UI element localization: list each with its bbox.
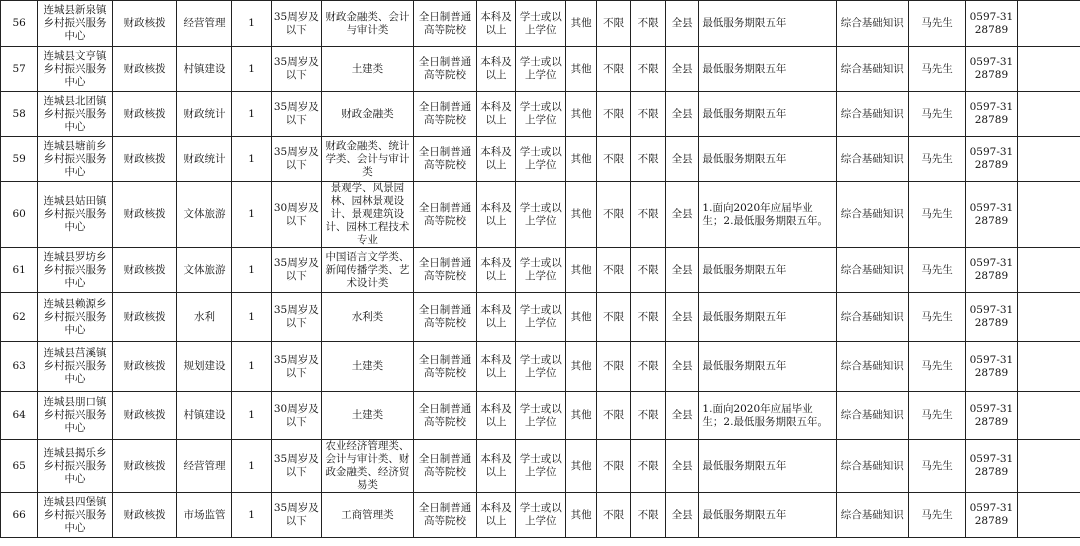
contact-phone-cell: 0597-3128789 [965,392,1017,440]
gender-cell: 不限 [596,493,631,538]
contact-phone-cell: 0597-3128789 [965,92,1017,137]
other-cell: 其他 [566,248,597,293]
education-form-cell: 全日制普通高等院校 [414,293,477,342]
gender-cell: 不限 [596,1,631,47]
table-row [1,1,1080,47]
contact-person-cell: 马先生 [909,342,966,392]
contact-person-cell: 马先生 [909,392,966,440]
education-level-cell: 本科及以上 [476,1,515,47]
ethnicity-cell: 不限 [631,182,666,248]
education-form-cell: 全日制普通高等院校 [414,137,477,182]
exam-subject-cell: 综合基础知识 [836,47,909,92]
major-cell: 财政金融类、统计学类、会计与审计类 [321,137,413,182]
funding-type-cell: 财政核拨 [112,182,177,248]
exam-subject-cell: 综合基础知识 [836,342,909,392]
ethnicity-cell: 不限 [631,293,666,342]
gender-cell: 不限 [596,182,631,248]
other-cell: 其他 [566,493,597,538]
position-cell: 文体旅游 [177,182,232,248]
hometown-scope-cell: 全县 [665,440,699,493]
requirement-cell: 最低服务期限五年 [699,440,836,493]
table-row [1,293,1080,342]
education-form-cell: 全日制普通高等院校 [414,440,477,493]
row-number: 57 [1,47,38,92]
degree-cell: 学士或以上学位 [516,293,566,342]
age-limit-cell: 35周岁及以下 [271,92,321,137]
ethnicity-cell: 不限 [631,392,666,440]
contact-person-cell: 马先生 [909,47,966,92]
ethnicity-cell: 不限 [631,137,666,182]
gender-cell: 不限 [596,92,631,137]
hometown-scope-cell: 全县 [665,47,699,92]
education-form-cell: 全日制普通高等院校 [414,47,477,92]
degree-cell: 学士或以上学位 [516,182,566,248]
requirement-cell: 最低服务期限五年 [699,1,836,47]
gender-cell: 不限 [596,440,631,493]
education-form-cell: 全日制普通高等院校 [414,182,477,248]
employer-cell: 连城县北团镇乡村振兴服务中心 [38,92,112,137]
contact-phone-cell: 0597-3128789 [965,493,1017,538]
contact-phone-cell: 0597-3128789 [965,342,1017,392]
hometown-scope-cell: 全县 [665,342,699,392]
ethnicity-cell: 不限 [631,342,666,392]
exam-subject-cell: 综合基础知识 [836,440,909,493]
table-body [1,1,1080,538]
education-level-cell: 本科及以上 [476,137,515,182]
exam-subject-cell: 综合基础知识 [836,1,909,47]
age-limit-cell: 35周岁及以下 [271,440,321,493]
row-number: 63 [1,342,38,392]
headcount-cell: 1 [232,342,271,392]
blank-cell [1017,47,1080,92]
row-number: 62 [1,293,38,342]
position-cell: 财政统计 [177,92,232,137]
row-number: 58 [1,92,38,137]
hometown-scope-cell: 全县 [665,293,699,342]
table-row [1,248,1080,293]
row-number: 61 [1,248,38,293]
table-row [1,92,1080,137]
headcount-cell: 1 [232,47,271,92]
requirement-cell: 最低服务期限五年 [699,47,836,92]
position-cell: 经营管理 [177,1,232,47]
contact-phone-cell: 0597-3128789 [965,248,1017,293]
requirement-cell: 1.面向2020年应届毕业生；2.最低服务期限五年。 [699,182,836,248]
position-cell: 规划建设 [177,342,232,392]
ethnicity-cell: 不限 [631,92,666,137]
education-level-cell: 本科及以上 [476,47,515,92]
row-number: 66 [1,493,38,538]
funding-type-cell: 财政核拨 [112,137,177,182]
blank-cell [1017,392,1080,440]
blank-cell [1017,293,1080,342]
funding-type-cell: 财政核拨 [112,248,177,293]
funding-type-cell: 财政核拨 [112,1,177,47]
requirement-cell: 最低服务期限五年 [699,92,836,137]
funding-type-cell: 财政核拨 [112,342,177,392]
other-cell: 其他 [566,47,597,92]
headcount-cell: 1 [232,137,271,182]
major-cell: 景观学、风景园林、园林景观设计、景观建筑设计、园林工程技术专业 [321,182,413,248]
age-limit-cell: 35周岁及以下 [271,493,321,538]
requirement-cell: 最低服务期限五年 [699,137,836,182]
education-form-cell: 全日制普通高等院校 [414,248,477,293]
requirement-cell: 最低服务期限五年 [699,493,836,538]
age-limit-cell: 35周岁及以下 [271,248,321,293]
employer-cell: 连城县塘前乡乡村振兴服务中心 [38,137,112,182]
contact-person-cell: 马先生 [909,440,966,493]
ethnicity-cell: 不限 [631,493,666,538]
employer-cell: 连城县揭乐乡乡村振兴服务中心 [38,440,112,493]
blank-cell [1017,493,1080,538]
degree-cell: 学士或以上学位 [516,47,566,92]
funding-type-cell: 财政核拨 [112,47,177,92]
contact-person-cell: 马先生 [909,137,966,182]
age-limit-cell: 35周岁及以下 [271,1,321,47]
education-form-cell: 全日制普通高等院校 [414,392,477,440]
other-cell: 其他 [566,342,597,392]
table-row [1,392,1080,440]
requirement-cell: 最低服务期限五年 [699,248,836,293]
education-level-cell: 本科及以上 [476,440,515,493]
table-row [1,137,1080,182]
row-number: 60 [1,182,38,248]
employer-cell: 连城县莒溪镇乡村振兴服务中心 [38,342,112,392]
exam-subject-cell: 综合基础知识 [836,392,909,440]
contact-person-cell: 马先生 [909,1,966,47]
contact-phone-cell: 0597-3128789 [965,182,1017,248]
degree-cell: 学士或以上学位 [516,248,566,293]
requirement-cell: 最低服务期限五年 [699,293,836,342]
hometown-scope-cell: 全县 [665,392,699,440]
contact-phone-cell: 0597-3128789 [965,440,1017,493]
exam-subject-cell: 综合基础知识 [836,92,909,137]
education-level-cell: 本科及以上 [476,342,515,392]
position-cell: 村镇建设 [177,47,232,92]
major-cell: 财政金融类、会计与审计类 [321,1,413,47]
major-cell: 中国语言文学类、新闻传播学类、艺术设计类 [321,248,413,293]
contact-phone-cell: 0597-3128789 [965,137,1017,182]
headcount-cell: 1 [232,92,271,137]
education-level-cell: 本科及以上 [476,182,515,248]
other-cell: 其他 [566,92,597,137]
headcount-cell: 1 [232,293,271,342]
headcount-cell: 1 [232,392,271,440]
table-row [1,342,1080,392]
position-cell: 村镇建设 [177,392,232,440]
age-limit-cell: 35周岁及以下 [271,293,321,342]
contact-person-cell: 马先生 [909,92,966,137]
table-row [1,47,1080,92]
funding-type-cell: 财政核拨 [112,92,177,137]
ethnicity-cell: 不限 [631,47,666,92]
blank-cell [1017,440,1080,493]
row-number: 64 [1,392,38,440]
funding-type-cell: 财政核拨 [112,440,177,493]
requirement-cell: 最低服务期限五年 [699,342,836,392]
contact-phone-cell: 0597-3128789 [965,47,1017,92]
age-limit-cell: 35周岁及以下 [271,137,321,182]
blank-cell [1017,1,1080,47]
employer-cell: 连城县罗坊乡乡村振兴服务中心 [38,248,112,293]
exam-subject-cell: 综合基础知识 [836,182,909,248]
position-cell: 文体旅游 [177,248,232,293]
other-cell: 其他 [566,1,597,47]
education-level-cell: 本科及以上 [476,92,515,137]
funding-type-cell: 财政核拨 [112,293,177,342]
position-cell: 经营管理 [177,440,232,493]
employer-cell: 连城县姑田镇乡村振兴服务中心 [38,182,112,248]
table-row [1,440,1080,493]
education-level-cell: 本科及以上 [476,493,515,538]
hometown-scope-cell: 全县 [665,182,699,248]
contact-person-cell: 马先生 [909,493,966,538]
age-limit-cell: 35周岁及以下 [271,342,321,392]
age-limit-cell: 30周岁及以下 [271,182,321,248]
major-cell: 水利类 [321,293,413,342]
requirement-cell: 1.面向2020年应届毕业生；2.最低服务期限五年。 [699,392,836,440]
major-cell: 土建类 [321,47,413,92]
gender-cell: 不限 [596,392,631,440]
funding-type-cell: 财政核拨 [112,392,177,440]
exam-subject-cell: 综合基础知识 [836,493,909,538]
degree-cell: 学士或以上学位 [516,493,566,538]
exam-subject-cell: 综合基础知识 [836,137,909,182]
major-cell: 土建类 [321,342,413,392]
headcount-cell: 1 [232,493,271,538]
major-cell: 土建类 [321,392,413,440]
blank-cell [1017,342,1080,392]
other-cell: 其他 [566,293,597,342]
education-form-cell: 全日制普通高等院校 [414,92,477,137]
hometown-scope-cell: 全县 [665,92,699,137]
gender-cell: 不限 [596,137,631,182]
major-cell: 工商管理类 [321,493,413,538]
employer-cell: 连城县四堡镇乡村振兴服务中心 [38,493,112,538]
row-number: 59 [1,137,38,182]
degree-cell: 学士或以上学位 [516,92,566,137]
major-cell: 农业经济管理类、会计与审计类、财政金融类、经济贸易类 [321,440,413,493]
education-form-cell: 全日制普通高等院校 [414,1,477,47]
position-cell: 水利 [177,293,232,342]
table-row [1,182,1080,248]
headcount-cell: 1 [232,248,271,293]
blank-cell [1017,248,1080,293]
employer-cell: 连城县文亨镇乡村振兴服务中心 [38,47,112,92]
degree-cell: 学士或以上学位 [516,342,566,392]
blank-cell [1017,92,1080,137]
contact-phone-cell: 0597-3128789 [965,293,1017,342]
funding-type-cell: 财政核拨 [112,493,177,538]
row-number: 56 [1,1,38,47]
contact-person-cell: 马先生 [909,182,966,248]
employer-cell: 连城县赖源乡乡村振兴服务中心 [38,293,112,342]
employer-cell: 连城县朋口镇乡村振兴服务中心 [38,392,112,440]
contact-person-cell: 马先生 [909,293,966,342]
contact-person-cell: 马先生 [909,248,966,293]
other-cell: 其他 [566,137,597,182]
contact-phone-cell: 0597-3128789 [965,1,1017,47]
education-level-cell: 本科及以上 [476,392,515,440]
age-limit-cell: 35周岁及以下 [271,47,321,92]
blank-cell [1017,182,1080,248]
other-cell: 其他 [566,440,597,493]
other-cell: 其他 [566,182,597,248]
age-limit-cell: 30周岁及以下 [271,392,321,440]
gender-cell: 不限 [596,248,631,293]
row-number: 65 [1,440,38,493]
position-cell: 财政统计 [177,137,232,182]
gender-cell: 不限 [596,342,631,392]
blank-cell [1017,137,1080,182]
gender-cell: 不限 [596,47,631,92]
ethnicity-cell: 不限 [631,440,666,493]
hometown-scope-cell: 全县 [665,137,699,182]
headcount-cell: 1 [232,440,271,493]
degree-cell: 学士或以上学位 [516,440,566,493]
ethnicity-cell: 不限 [631,1,666,47]
exam-subject-cell: 综合基础知识 [836,248,909,293]
degree-cell: 学士或以上学位 [516,392,566,440]
education-form-cell: 全日制普通高等院校 [414,342,477,392]
education-level-cell: 本科及以上 [476,248,515,293]
exam-subject-cell: 综合基础知识 [836,293,909,342]
major-cell: 财政金融类 [321,92,413,137]
hometown-scope-cell: 全县 [665,248,699,293]
degree-cell: 学士或以上学位 [516,1,566,47]
other-cell: 其他 [566,392,597,440]
degree-cell: 学士或以上学位 [516,137,566,182]
hometown-scope-cell: 全县 [665,493,699,538]
gender-cell: 不限 [596,293,631,342]
table-row [1,493,1080,538]
ethnicity-cell: 不限 [631,248,666,293]
hometown-scope-cell: 全县 [665,1,699,47]
education-form-cell: 全日制普通高等院校 [414,493,477,538]
position-cell: 市场监管 [177,493,232,538]
headcount-cell: 1 [232,182,271,248]
education-level-cell: 本科及以上 [476,293,515,342]
employer-cell: 连城县新泉镇乡村振兴服务中心 [38,1,112,47]
headcount-cell: 1 [232,1,271,47]
